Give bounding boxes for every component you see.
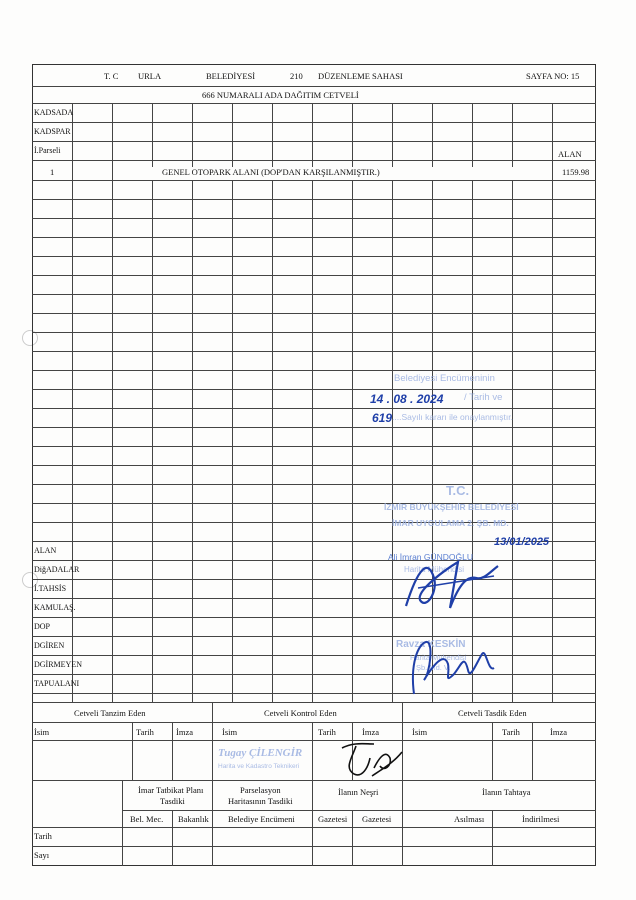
stamp-imar-uygulama: İMAR UYGULAMA 2. ŞB. MD. — [392, 518, 509, 528]
summary-alan: ALAN — [34, 546, 57, 555]
signature-kontrol — [334, 738, 406, 780]
approval-bakanlik: Bakanlık — [178, 814, 209, 824]
stamp-title-ravza: Harita Mühendisi — [410, 653, 467, 662]
stamp-name-tugay: Tugay ÇİLENGİR — [218, 747, 303, 759]
summary-tapualani: TAPUALANI — [34, 679, 80, 688]
stamp-encumen-date: 14 . 08 . 2024 — [370, 392, 444, 406]
sig-tarih-3: Tarih — [502, 727, 520, 737]
label-alan-column: ALAN — [558, 149, 582, 159]
stamp-encumen-line3: ....Sayılı kararı ile onaylanmıştır. — [392, 412, 513, 422]
sig-isim-3: İsim — [412, 727, 428, 737]
entry-area: 1159.98 — [562, 167, 590, 177]
header-city: URLA — [138, 71, 162, 81]
sig-imza-3: İmza — [550, 727, 567, 737]
sig-tanzim-header: Cetveli Tanzim Eden — [74, 708, 146, 718]
approval-gazetesi-2: Gazetesi — [362, 814, 392, 824]
signature-ravza — [404, 624, 500, 700]
stamp-encumen-line1: Belediyesi Encümeninin — [394, 373, 495, 384]
sig-tarih-2: Tarih — [318, 727, 336, 737]
stamp-handwritten-date: 13/01/2025 — [494, 536, 550, 548]
entry-description: GENEL OTOPARK ALANI (DOP'DAN KARŞILANMIŞTIR.) — [162, 167, 380, 177]
stamp-izmir: İZMİR BÜYÜKŞEHİR BELEDİYESİ — [384, 502, 519, 512]
approval-encumeni: Belediye Encümeni — [228, 814, 295, 824]
summary-tahsis: İ.TAHSİS — [34, 584, 67, 593]
sig-imza-2: İmza — [362, 727, 379, 737]
sig-imza-1: İmza — [176, 727, 193, 737]
summary-dgiren: DGİREN — [34, 641, 65, 650]
label-parseli: İ.Parseli — [34, 146, 61, 155]
approval-imar-tasdik: Tasdiki — [160, 796, 185, 806]
summary-dgirmeyen: DGİRMEYEN — [34, 660, 82, 669]
approval-parsel-tasdik: Haritasının Tasdiki — [228, 796, 293, 806]
stamp-tc: T.C. — [446, 483, 470, 498]
summary-diger-adalar: DiğADALAR — [34, 565, 80, 574]
stamp-encumen-line2: / Tarih ve — [464, 392, 503, 403]
entry-number: 1 — [50, 167, 55, 177]
approval-ilan-nesri: İlanın Neşri — [338, 787, 379, 797]
stamp-name-ali: Ali İmran GÜNDOĞLU — [388, 552, 474, 562]
approval-sayi: Sayı — [34, 850, 50, 860]
approval-tarih: Tarih — [34, 831, 52, 841]
sig-kontrol-header: Cetveli Kontrol Eden — [264, 708, 337, 718]
header-area-name: DÜZENLEME SAHASI — [318, 71, 403, 81]
header-subtitle: 666 NUMARALI ADA DAĞITIM CETVELİ — [202, 90, 359, 100]
summary-kamulas: KAMULAŞ. — [34, 603, 76, 612]
label-kadspar: KADSPAR — [34, 127, 71, 136]
header-institution: BELEDİYESİ — [206, 71, 256, 81]
approval-asilmasi: Asılması — [454, 814, 485, 824]
label-kadsada: KADSADA — [34, 108, 74, 117]
signature-ali — [398, 548, 508, 618]
sig-isim-1: İsim — [34, 727, 50, 737]
sig-isim-2: İsim — [222, 727, 238, 737]
approval-indirilmesi: İndirilmesi — [522, 814, 560, 824]
stamp-title-ali: Harita Mühendisi — [404, 565, 465, 574]
approval-gazetesi-1: Gazetesi — [318, 814, 348, 824]
approval-imar: İmar Tatbikat Planı — [138, 785, 204, 795]
header-page-number: SAYFA NO: 15 — [526, 71, 580, 81]
approval-parsel: Parselasyon — [240, 785, 281, 795]
stamp-title-tugay: Harita ve Kadastro Teknikeri — [218, 763, 300, 770]
header-area-code: 210 — [290, 71, 303, 81]
approval-bel-mec: Bel. Mec. — [130, 814, 164, 824]
summary-dop: DOP — [34, 622, 51, 631]
header-tc: T. C — [104, 71, 119, 81]
sig-tarih-1: Tarih — [136, 727, 154, 737]
stamp-title-ravza-2: Şb. Md. V. — [416, 663, 451, 672]
sig-tasdik-header: Cetveli Tasdik Eden — [458, 708, 527, 718]
stamp-encumen-number: 619 — [372, 411, 393, 425]
approval-ilan-tahtaya: İlanın Tahtaya — [482, 787, 531, 797]
stamp-name-ravza: Ravza KESKİN — [396, 639, 466, 650]
